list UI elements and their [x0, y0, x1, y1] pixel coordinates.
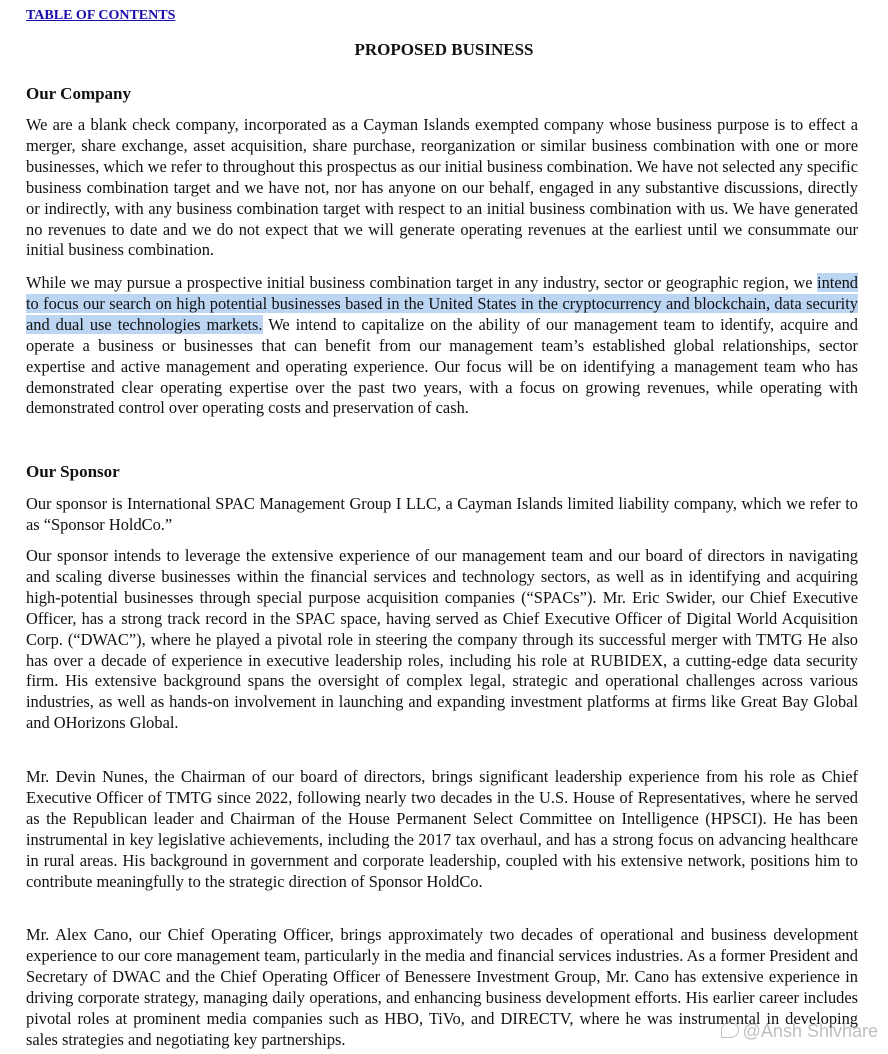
our-sponsor-heading: Our Sponsor: [26, 462, 120, 481]
watermark-text: @Ansh Shivhare: [742, 1021, 878, 1041]
watermark: [721, 1021, 878, 1042]
table-of-contents-link[interactable]: TABLE OF CONTENTS: [26, 8, 176, 23]
sponsor-paragraph-1: Our sponsor is International SPAC Management Group I LLC, a Cayman Islands limited liability company, which we refer to as “Sponsor HoldCo.”: [26, 494, 858, 534]
company-paragraph-2-intro: While we may pursue a prospective initial business combination target in any industry, sector or geographic region, we: [26, 273, 818, 292]
company-paragraph-2: [26, 273, 858, 419]
watermark-logo-icon: [721, 1022, 739, 1038]
sponsor-paragraph-4: Mr. Alex Cano, our Chief Operating Officer, brings approximately two decades of operational and business development experience to our core management team, particularly in the media and financial services industries. As a former President and Secretary of DWAC and the Chief Operating Officer of Benessere Investment Group, Mr. Cano has extensive experience in driving corporate strategy, managing daily operations, and enhancing business development efforts. His earlier career includes pivotal roles at prominent media companies such as HBO, TiVo, and DIRECTV, where he was instrumental in developing sales strategies and negotiating key partnerships.: [26, 925, 858, 1049]
sponsor-paragraph-3: Mr. Devin Nunes, the Chairman of our board of directors, brings significant leadership experience from his role as Chief Executive Officer of TMTG since 2022, following nearly two decades in the U.S. House of Representatives, where he served as the Republican leader and Chairman of the House Permanent Select Committee on Intelligence (HPSCI). He has been instrumental in key legislative achievements, including the 2017 tax overhaul, and has a strong focus on advancing healthcare in rural areas. His background in government and corporate leadership, coupled with his extensive network, positions him to contribute meaningfully to the strategic direction of Sponsor HoldCo.: [26, 767, 858, 891]
company-paragraph-1: We are a blank check company, incorporated as a Cayman Islands exempted company whose business purpose is to effect a merger, share exchange, asset acquisition, share purchase, reorganization or similar business combination with one or more businesses, which we refer to throughout this prospectus as our initial business combination. We have not selected any specific business combination target and we have not, nor has anyone on our behalf, engaged in any substantive discussions, directly or indirectly, with any business combination target with respect to an initial business combination with us. We have generated no revenues to date and we do not expect that we will generate operating revenues at the earliest until we consummate our initial business combination.: [26, 115, 858, 260]
our-company-heading: Our Company: [26, 84, 132, 103]
page-title: PROPOSED BUSINESS: [354, 40, 534, 59]
highlighted-text[interactable]: intend to focus our search on high potential businesses based in the United States in the cryptocurrency and blockchain, data security and dual use technologies markets.: [26, 273, 858, 334]
company-paragraph-2-rest: We intend to capitalize on the ability of our management team to identify, acquire and operate a business or businesses that can benefit from our management team’s established global relationships, sector expertise and active management and operating experience. Our focus will be on identifying a management team who has demonstrated clear operating expertise over the past two years, with a focus on growing revenues, while operating with demonstrated control over operating costs and preservation of cash.: [26, 314, 858, 418]
sponsor-paragraph-2: Our sponsor intends to leverage the extensive experience of our management team and our board of directors in navigating and scaling diverse businesses within the financial services and technology sectors, as well as in identifying and acquiring high-potential businesses through special purpose acquisition companies (“SPACs”). Mr. Eric Swider, our Chief Executive Officer, has a strong track record in the SPAC space, having served as Chief Executive Officer of Digital World Acquisition Corp. (“DWAC”), where he played a pivotal role in steering the company through its successful merger with TMTG He also has over a decade of experience in executive leadership roles, including his role at RUBIDEX, a cutting-edge data security firm. His extensive background spans the oversight of complex legal, strategic and operational challenges across various industries, as well as hands-on involvement in launching and expanding investment platforms at firms like Great Bay Global and OHorizons Global.: [26, 546, 858, 733]
